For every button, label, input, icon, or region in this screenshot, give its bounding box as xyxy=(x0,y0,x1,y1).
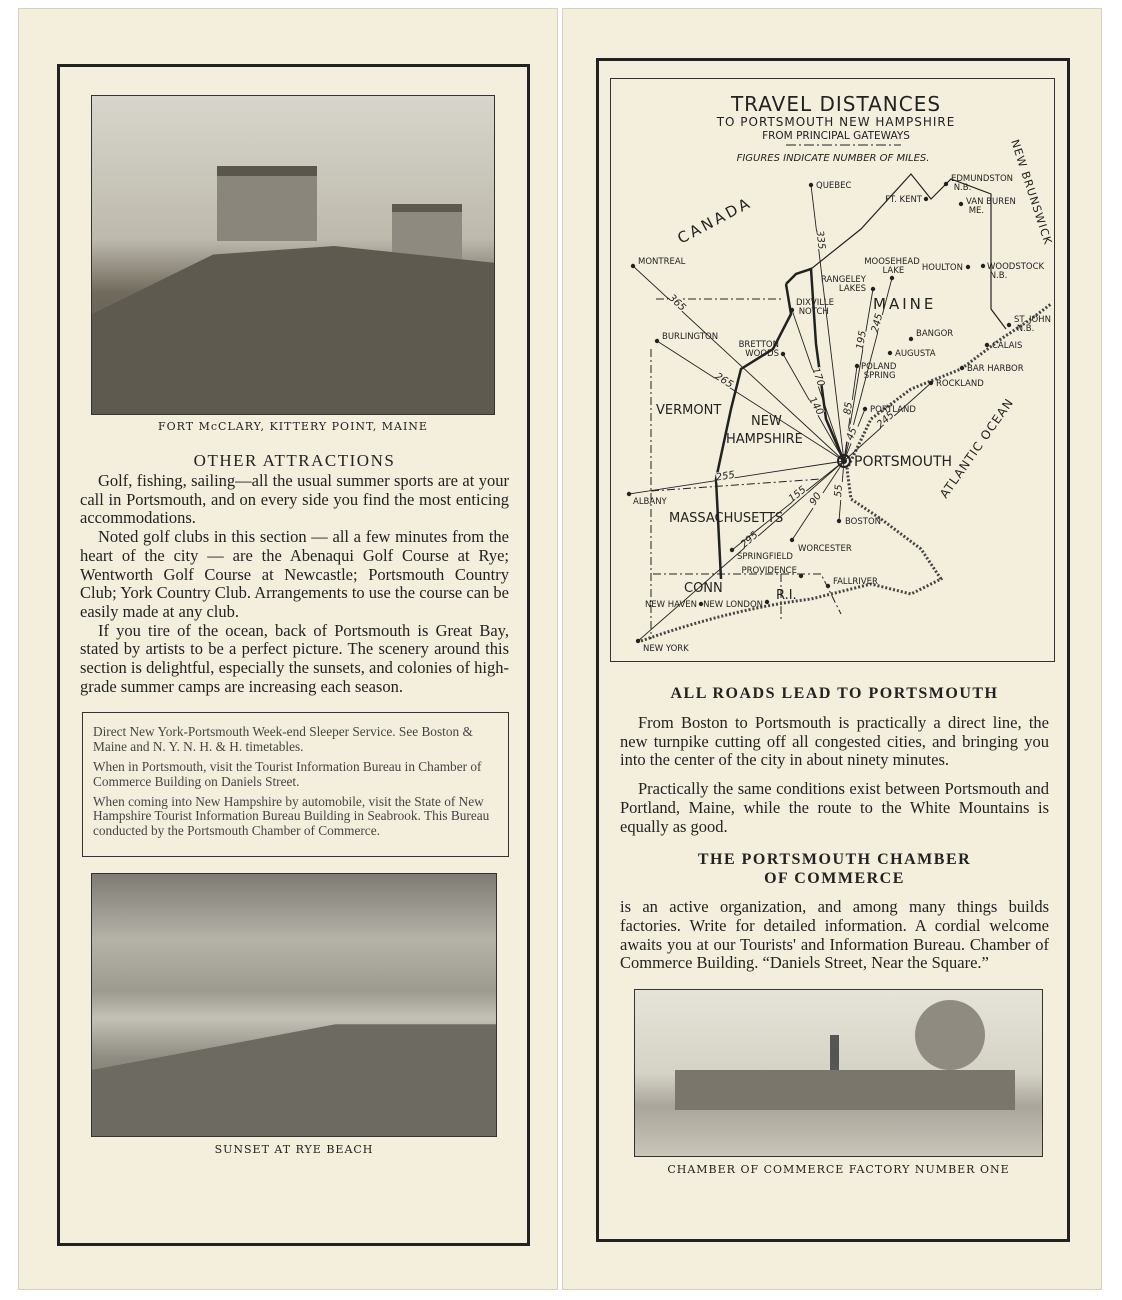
map-subtitle: FROM PRINCIPAL GATEWAYS xyxy=(762,130,910,142)
city-dot xyxy=(837,519,841,523)
distance-label: 245 xyxy=(875,409,897,431)
region-label: HAMPSHIRE xyxy=(726,432,803,447)
tree xyxy=(915,1000,985,1070)
distance-label: 140 xyxy=(806,395,826,418)
city-dot xyxy=(1007,323,1011,327)
distance-label: 195 xyxy=(854,329,869,351)
beach xyxy=(92,1024,497,1137)
left-column xyxy=(80,451,509,1156)
distance-label: 255 xyxy=(715,469,736,484)
paragraph: Noted golf clubs in this section — all a few minutes from the heart of the city — are the Abenaqui Golf Course at Rye; Wentworth Golf Course at Newcastle; Portsmouth Country Club; York Country Club. Arrangements to use the course can be easily made at any club. xyxy=(80,527,509,621)
city-label-stjohn: ST. JOHN N.B. xyxy=(1014,315,1051,334)
building xyxy=(392,204,462,259)
distance-label: 85 xyxy=(842,401,855,416)
photo-caption: SUNSET AT RYE BEACH xyxy=(214,1143,374,1157)
hub-label: PORTSMOUTH xyxy=(854,454,953,470)
fort-mcclary-photo xyxy=(91,95,495,415)
city-dot xyxy=(826,584,830,588)
city-dot xyxy=(924,197,928,201)
city-dot xyxy=(781,352,785,356)
city-dot xyxy=(790,538,794,542)
city-label-woodstock: WOODSTOCK N.B. xyxy=(987,262,1045,281)
factory-building xyxy=(675,1070,1015,1110)
photo-caption: CHAMBER OF COMMERCE FACTORY NUMBER ONE xyxy=(667,1163,1010,1177)
city-dot xyxy=(799,574,803,578)
map-note: FIGURES INDICATE NUMBER OF MILES. xyxy=(736,153,930,164)
city-dot xyxy=(959,202,963,206)
region-label: MAINE xyxy=(873,295,937,313)
photo-caption: FORT McCLARY, KITTERY POINT, MAINE xyxy=(158,420,428,433)
city-label-edmundston: EDMUNDSTON N.B. xyxy=(951,174,1014,193)
city-dot xyxy=(944,182,948,186)
section-heading: ALL ROADS LEAD TO PORTSMOUTH xyxy=(670,685,999,702)
city-dot xyxy=(636,639,640,643)
city-dot xyxy=(871,287,875,291)
region-label: VERMONT xyxy=(656,403,722,418)
paragraph: is an active organization, and among many things builds factories. Write for detailed information. A cordial welcome awaits you at our Tourists' and Information Bureau. Chamber of Commerce Building. “Daniels Street, Near the Square.” xyxy=(620,897,1049,973)
city-label-springfield: SPRINGFIELD xyxy=(737,552,793,562)
city-dot xyxy=(909,337,913,341)
paragraph: From Boston to Portsmouth is practically a direct line, the new turnpike cutting off all congested cities, and bringing you into the center of the city in about ninety minutes. xyxy=(620,713,1049,770)
distance-label: 265 xyxy=(712,371,735,391)
city-label-barharbor: BAR HARBOR xyxy=(967,364,1024,374)
city-label-augusta: AUGUSTA xyxy=(895,349,936,359)
section-heading: OTHER ATTRACTIONS xyxy=(193,451,396,470)
notice-line: When in Portsmouth, visit the Tourist Information Bureau in Chamber of Commerce Building on Daniels Street. xyxy=(93,759,482,789)
city-dot xyxy=(855,364,859,368)
region-label: NEW xyxy=(751,414,782,429)
distance-label: 45 xyxy=(844,426,860,443)
city-label-burlington: BURLINGTON xyxy=(662,332,719,342)
city-label-montreal: MONTREAL xyxy=(638,257,686,267)
portsmouth-marker xyxy=(841,458,847,464)
region-label: ATLANTIC OCEAN xyxy=(936,395,1017,501)
city-label-quebec: QUEBEC xyxy=(816,181,852,191)
region-label: R.I. xyxy=(776,588,797,603)
city-label-calais: CALAIS xyxy=(992,341,1023,351)
city-dot xyxy=(863,407,867,411)
city-label-houlton: HOULTON xyxy=(921,263,963,273)
map-title: TRAVEL DISTANCES xyxy=(730,92,942,116)
attractions-text xyxy=(80,472,509,696)
region-label: CANADA xyxy=(674,193,756,248)
blockhouse xyxy=(217,166,317,241)
city-label-albany: ALBANY xyxy=(633,497,667,507)
city-label-providence: PROVIDENCE xyxy=(741,566,797,576)
roads-text xyxy=(620,714,1049,836)
city-label-fallriver: FALLRIVER xyxy=(833,577,878,587)
city-label-rangeley: RANGELEY LAKES xyxy=(821,275,866,294)
city-label-portland: PORTLAND xyxy=(870,405,916,415)
city-label-worcester: WORCESTER xyxy=(798,544,852,554)
distance-label: 365 xyxy=(666,292,688,314)
notice-line: Direct New York-Portsmouth Week-end Sleeper Service. See Boston & Maine and N. Y. N. H. & H. timetables. xyxy=(93,724,473,754)
paragraph: Practically the same conditions exist between Portsmouth and Portland, Maine, while the route to the White Mountains is equally as good. xyxy=(620,779,1049,836)
right-column xyxy=(620,684,1049,1176)
distance-label: 335 xyxy=(813,229,827,251)
city-label-newlondon: NEW LONDON xyxy=(703,600,763,610)
region-label: CONN xyxy=(684,581,723,596)
city-dot xyxy=(809,183,813,187)
paragraph: Golf, fishing, sailing—all the usual summer sports are at your call in Portsmouth, and on every side you find the most enticing accommodations. xyxy=(80,471,509,528)
travel-distances-map xyxy=(611,79,1056,663)
city-dot xyxy=(960,366,964,370)
city-dot xyxy=(966,265,970,269)
city-dot xyxy=(655,339,659,343)
city-dot xyxy=(631,264,635,268)
city-dot xyxy=(985,343,989,347)
section-heading: THE PORTSMOUTH CHAMBER xyxy=(697,851,972,869)
paragraph: If you tire of the ocean, back of Portsmouth is Great Bay, stated by artists to be a perfect picture. The scenery around this section is delightful, especially the sunsets, and colonies of high-grade summer camps are increasing each season. xyxy=(80,620,509,696)
city-label-bretton: BRETTON WOODS xyxy=(738,340,779,359)
region-label: NEW BRUNSWICK xyxy=(1008,137,1055,247)
distance-label: 295 xyxy=(738,529,761,551)
city-label-boston: BOSTON xyxy=(845,517,882,527)
city-dot xyxy=(929,381,933,385)
region-label: MASSACHUSETTS xyxy=(669,511,784,526)
map-subtitle: TO PORTSMOUTH NEW HAMPSHIRE xyxy=(716,115,956,129)
hill xyxy=(92,246,495,415)
city-dot xyxy=(730,548,734,552)
distance-label: 170 xyxy=(809,366,827,388)
city-dot xyxy=(627,492,631,496)
city-label-vanburen: VAN BUREN ME. xyxy=(966,197,1016,216)
city-dot xyxy=(981,264,985,268)
rye-beach-photo xyxy=(91,873,497,1137)
factory-photo xyxy=(634,989,1043,1157)
travel-notice-box xyxy=(82,712,509,857)
city-label-ftkent: FT. KENT xyxy=(885,195,922,205)
city-label-dixville: DIXVILLE NOTCH xyxy=(796,298,835,317)
notice-line: When coming into New Hampshire by automobile, visit the State of New Hampshire Tourist Information Bureau Building in Seabrook. This Bureau conducted by the Portsmouth Chamber of Commerce. xyxy=(93,794,490,838)
city-label-newyork: NEW YORK xyxy=(643,644,689,654)
city-dot xyxy=(888,351,892,355)
distance-label: 245 xyxy=(869,312,886,334)
distance-label: 55 xyxy=(832,483,846,498)
route-springfield xyxy=(732,461,844,550)
city-label-poland: POLAND SPRING xyxy=(861,362,897,381)
distance-label: 155 xyxy=(786,484,809,505)
city-label-rockland: ROCKLAND xyxy=(936,379,984,389)
city-label-bangor: BANGOR xyxy=(916,329,954,339)
city-label-newhaven: NEW HAVEN xyxy=(644,600,697,610)
distance-label: 90 xyxy=(807,490,825,508)
city-dot xyxy=(765,600,769,604)
city-dot xyxy=(890,276,894,280)
city-label-moosehead: MOOSEHEAD LAKE xyxy=(864,257,920,276)
section-heading: OF COMMERCE xyxy=(764,870,905,888)
map-box xyxy=(610,78,1055,662)
chamber-text xyxy=(620,898,1049,973)
city-dot xyxy=(790,308,794,312)
